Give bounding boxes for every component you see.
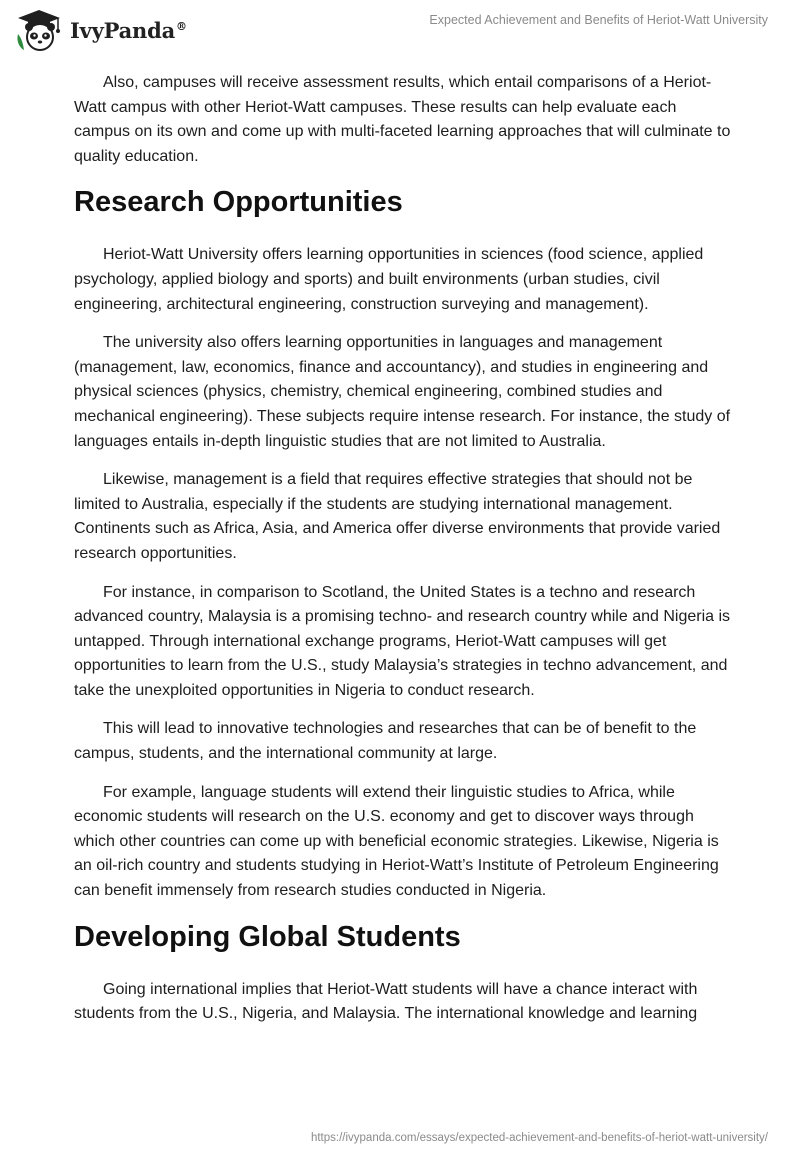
source-url[interactable]: https://ivypanda.com/essays/expected-achievement-and-benefits-of-heriot-watt-university/ <box>310 1132 768 1144</box>
paragraph: Heriot-Watt University offers learning opportunities in sciences (food science, applied psychology, applied biology and sports) and built environments (urban studies, civil engineering, architectural engineering, construction surveying and management). <box>74 246 704 313</box>
registered-mark: ® <box>176 19 187 33</box>
essay-body <box>74 71 734 1041</box>
panda-graduate-icon <box>14 8 64 52</box>
paragraph: The university also offers learning opportunities in languages and management (management, law, economics, finance and accountancy), and studies in engineering and physical sciences (physics, chemistry, chemical engineering, combined studies and mechanical engineering). These subjects require intense research. For instance, the study of languages entails in-depth linguistic studies that are not limited to Australia. <box>74 334 731 450</box>
paragraph: Also, campuses will receive assessment results, which entail comparisons of a Heriot-Watt campus with other Heriot-Watt campuses. These results can help evaluate each campus on its own and come up with multi-faceted learning approaches that will culminate to quality education. <box>74 74 731 165</box>
paragraph: Likewise, management is a field that requires effective strategies that should not be limited to Australia, especially if the students are studying international management. Continents such as Africa, Asia, and America offer diverse environments that provide varied research opportunities. <box>74 471 721 562</box>
brand-name: IvyPanda® <box>70 17 187 43</box>
document-title: Expected Achievement and Benefits of Heriot-Watt University <box>429 13 768 27</box>
paragraph: For example, language students will extend their linguistic studies to Africa, while economic students will research on the U.S. economy and get to discover ways through which other countries can come up with beneficial economic strategies. Likewise, Nigeria is an oil-rich country and students studying in Heriot-Watt’s Institute of Petroleum Engineering can benefit immensely from research studies conducted in Nigeria. <box>74 783 719 900</box>
page-header <box>0 0 800 60</box>
ivypanda-logo[interactable] <box>14 8 187 52</box>
paragraph: For instance, in comparison to Scotland, the United States is a techno and research advanced country, Malaysia is a promising techno- and research country while and Nigeria is untapped. Through international exchange programs, Heriot-Watt campuses will get opportunities to learn from the U.S., study Malaysia’s strategies in techno advancement, and take the unexploited opportunities in Nigeria to conduct research. <box>74 583 731 699</box>
section-heading-research: Research Opportunities <box>74 186 403 219</box>
paragraph: This will lead to innovative technologies and researches that can be of benefit to the campus, students, and the international community at large. <box>74 720 697 763</box>
paragraph: Going international implies that Heriot-Watt students will have a chance interact with students from the U.S., Nigeria, and Malaysia. The international knowledge and learning <box>74 980 698 1023</box>
section-heading-global: Developing Global Students <box>74 920 461 953</box>
